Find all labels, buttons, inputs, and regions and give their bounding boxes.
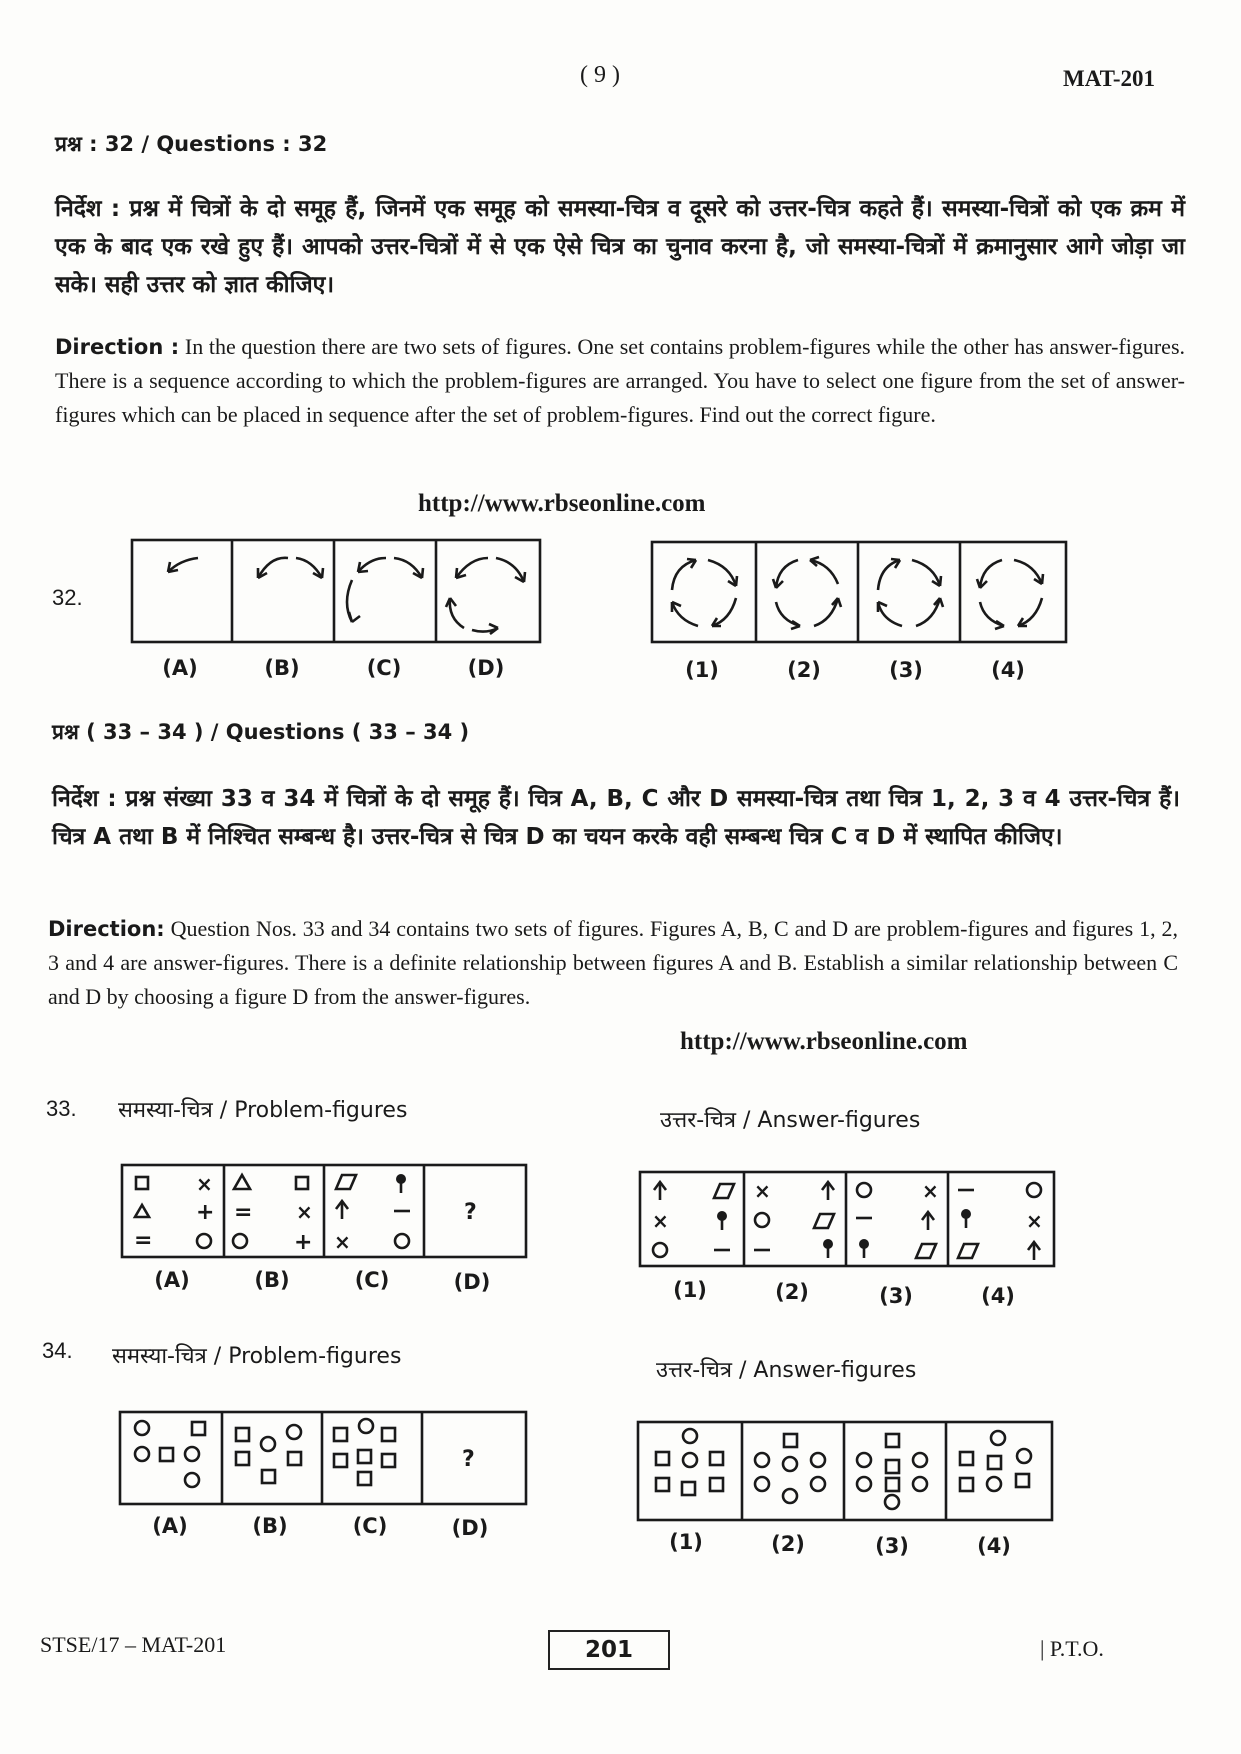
direction-label: Direction : [55,335,180,359]
svg-text:=: = [234,1200,253,1225]
q34-problem-figures [118,1410,530,1508]
q34-label-a: (A) [152,1514,188,1538]
q34-answer-figures [636,1420,1056,1524]
footer-page-number: 201 [548,1630,670,1670]
q32-label-4: (4) [991,658,1025,682]
direction-text: In the question there are two sets of figures. One set contains problem-figures while the other has answer-figures. There is a sequence according to which the problem-figures are arranged. You have to select one figure from the set of answer-figures which can be placed in sequence after the set of problem-figures. Find out the correct figure. [55,334,1186,427]
q33-problem-figures [120,1163,530,1261]
svg-text:+: + [196,1200,215,1225]
q34-fig-a [135,1421,205,1487]
footer-pto: | P.T.O. [1040,1636,1104,1661]
q34-ans-2 [755,1434,825,1503]
q32-ans-1 [672,559,737,626]
q32-answer-figures [650,540,1070,646]
section-heading-q33-34: प्रश्न ( 33 – 34 ) / Questions ( 33 – 34 ) [52,720,470,744]
q32-label-a: (A) [162,656,198,680]
question-number-34: 34. [42,1338,73,1363]
q34-label-2: (2) [771,1532,805,1556]
svg-text:×: × [296,1200,313,1224]
svg-text:×: × [922,1179,939,1203]
q33-label-d: (D) [453,1270,491,1294]
q34-label-c: (C) [352,1514,388,1538]
q32-label-1: (1) [685,658,719,682]
q33-ans-3 [856,1179,939,1258]
q33-label-1: (1) [673,1278,707,1302]
q32-fig-a [168,558,198,572]
q33-ans-4 [958,1183,1043,1260]
direction-label-2: Direction: [48,917,165,941]
q33-ans-1 [652,1182,734,1257]
q34-fig-b [236,1425,301,1483]
section-heading-q32: प्रश्न : 32 / Questions : 32 [55,132,328,156]
q34-label-d: (D) [451,1516,489,1540]
q33-label-c: (C) [354,1268,390,1292]
q32-ans-3 [878,559,943,626]
q32-label-3: (3) [889,658,923,682]
svg-text:×: × [196,1172,213,1196]
svg-text:×: × [1026,1209,1043,1233]
q32-fig-d [446,558,525,634]
q33-problem-title: समस्या-चित्र / Problem-figures [118,1098,408,1123]
q33-label-3: (3) [879,1284,913,1308]
q32-ans-4 [977,560,1043,629]
q33-fig-c [334,1174,410,1254]
q32-problem-frame [132,540,540,642]
q34-label-4: (4) [977,1534,1011,1558]
english-direction-q32 [55,330,1185,432]
q33-label-b: (B) [254,1268,290,1292]
q34-ans-1 [656,1429,723,1495]
hindi-direction-q33-34: निर्देश : प्रश्न संख्या 33 व 34 में चित्रों के दो समूह हैं। चित्र A, B, C और D समस्या-चित्र तथा चित्र 1, 2, 3 व 4 उत्तर-चित्र हैं। चित्र A तथा B में निश्चित सम्बन्ध है। उत्तर-चित्र से चित्र D का चयन करके वही सम्बन्ध चित्र C व D में स्थापित कीजिए। [52,786,1180,850]
q34-ans-4 [960,1431,1031,1491]
q33-answer-figures [638,1170,1058,1270]
question-number-32: 32. [52,585,83,610]
q34-answer-title: उत्तर-चित्र / Answer-figures [656,1358,917,1383]
q33-question-mark: ? [464,1200,477,1225]
watermark-url-1: http://www.rbseonline.com [418,490,706,517]
paper-code: MAT-201 [1063,66,1155,91]
q34-label-3: (3) [875,1534,909,1558]
q32-problem-figures [130,538,545,648]
q32-fig-c [347,558,423,622]
q33-label-4: (4) [981,1284,1015,1308]
svg-text:+: + [294,1230,313,1255]
q32-ans-2 [773,557,841,629]
q32-label-d: (D) [467,656,505,680]
q33-label-a: (A) [154,1268,190,1292]
footer-code: STSE/17 – MAT-201 [40,1632,227,1657]
q34-label-1: (1) [669,1530,703,1554]
page-number-header: ( 9 ) [580,62,620,88]
q33-fig-a [134,1172,214,1253]
svg-text:=: = [134,1228,153,1253]
q32-label-b: (B) [264,656,300,680]
svg-text:×: × [334,1230,351,1254]
q34-fig-c [334,1419,395,1485]
q32-label-c: (C) [366,656,402,680]
q34-question-mark: ? [462,1447,475,1472]
q33-fig-b [233,1175,313,1255]
q32-fig-b [258,558,323,578]
english-direction-q33-34 [48,912,1178,1014]
watermark-url-2: http://www.rbseonline.com [680,1028,968,1055]
q34-problem-title: समस्या-चित्र / Problem-figures [112,1344,402,1369]
q32-label-2: (2) [787,658,821,682]
direction-text-2: Question Nos. 33 and 34 contains two sets of figures. Figures A, B, C and D are problem-figures and figures 1, 2, 3 and 4 are answer-figures. There is a definite relationship between figures A and B. Establish a similar relationship between C and D by choosing a figure D from the answer-figures. [48,916,1178,1009]
q34-ans-3 [857,1434,927,1509]
q34-label-b: (B) [252,1514,288,1538]
q33-label-2: (2) [775,1280,809,1304]
q33-answer-title: उत्तर-चित्र / Answer-figures [660,1108,921,1133]
svg-text:×: × [652,1209,669,1233]
question-number-33: 33. [46,1096,77,1121]
hindi-direction-q32: निर्देश : प्रश्न में चित्रों के दो समूह हैं, जिनमें एक समूह को समस्या-चित्र व दूसरे को उत्तर-चित्र कहते हैं। समस्या-चित्रों को एक क्रम में एक के बाद एक रखे हुए हैं। आपको उत्तर-चित्रों में से एक ऐसे चित्र का चुनाव करना है, जो समस्या-चित्रों में क्रमानुसार आगे जोड़ा जा सके। सही उत्तर को ज्ञात कीजिए। [55,196,1185,298]
svg-text:×: × [754,1179,771,1203]
q33-ans-2 [754,1179,834,1258]
